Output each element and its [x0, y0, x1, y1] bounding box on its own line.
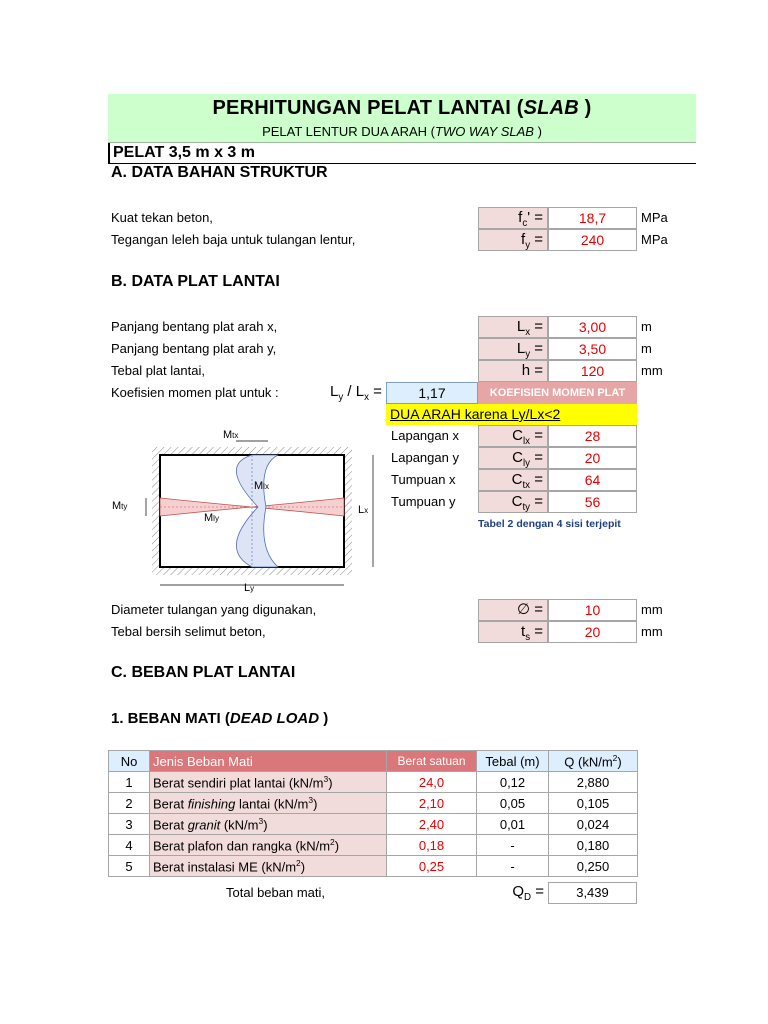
sym-sub: s — [525, 632, 531, 643]
koef-row-label: Tumpuan y — [391, 494, 456, 509]
section-b-title: B. DATA PLAT LANTAI — [111, 273, 280, 290]
jenis-sup: 3 — [258, 815, 264, 826]
row-value[interactable]: 120 — [548, 360, 637, 382]
subtitle-italic: TWO WAY SLAB — [434, 124, 534, 139]
koef-symbol — [478, 425, 548, 447]
row-value[interactable]: 18,7 — [548, 207, 637, 229]
row-label: Tebal plat lantai, — [111, 363, 205, 378]
total-symbol — [478, 882, 548, 904]
koef-row-label: Tumpuan x — [391, 472, 456, 487]
sym-sub: c — [522, 218, 528, 229]
koef-symbol — [478, 491, 548, 513]
koef-row-label: Lapangan y — [391, 450, 459, 465]
cell-jenis — [150, 814, 387, 835]
koef-sym-sub: lx — [523, 436, 531, 447]
sym-suffix: = — [530, 231, 543, 248]
jenis-end: ) — [334, 838, 340, 854]
table-row — [109, 856, 638, 877]
sym-suffix: = — [530, 623, 543, 640]
title-italic: SLAB — [523, 97, 579, 119]
header-q-text: Q (kN/m — [564, 754, 613, 770]
cell-q: 0,024 — [549, 814, 638, 835]
koef-row-label: Lapangan x — [391, 428, 459, 443]
row-unit: m — [641, 341, 652, 356]
row-unit: MPa — [641, 210, 668, 225]
row-label: Kuat tekan beton, — [111, 210, 213, 225]
slab-moment-diagram — [108, 425, 383, 595]
sym-suffix: = — [530, 362, 543, 379]
header-q-end: ) — [617, 754, 622, 770]
cell-jenis — [150, 856, 387, 877]
cell-q: 0,250 — [549, 856, 638, 877]
total-value: 3,439 — [548, 882, 637, 904]
row-symbol — [478, 360, 548, 382]
cell-no: 5 — [109, 856, 150, 877]
cell-tebal: - — [477, 856, 549, 877]
jenis-end: ) — [263, 817, 268, 833]
sym-main: t — [521, 623, 526, 640]
cell-berat[interactable]: 0,25 — [387, 856, 477, 877]
ratio-label — [330, 383, 382, 403]
jenis-end: ) — [313, 796, 318, 812]
jenis-sup: 2 — [330, 836, 335, 847]
mty-label: Mty — [112, 500, 128, 512]
row-symbol — [478, 229, 548, 251]
cell-no: 4 — [109, 835, 150, 856]
cell-q: 2,880 — [549, 772, 638, 793]
jenis-post: lantai (kN/m — [235, 796, 309, 812]
dead-load-italic: DEAD LOAD — [229, 710, 320, 727]
mlx-label: Mlx — [254, 480, 269, 492]
mtx-label: Mtx — [223, 429, 239, 441]
koef-sym-eq: = — [530, 427, 543, 444]
cell-berat[interactable]: 2,10 — [387, 793, 477, 814]
cell-berat[interactable]: 24,0 — [387, 772, 477, 793]
row-value[interactable]: 240 — [548, 229, 637, 251]
dead-load-main: 1. BEBAN MATI ( — [111, 710, 230, 727]
pelat-label: PELAT 3,5 m x 3 m — [108, 143, 309, 164]
title-text: PERHITUNGAN PELAT LANTAI ( — [212, 97, 524, 119]
jenis-pre: Berat plafon dan rangka (kN/m — [153, 838, 331, 854]
cell-jenis — [150, 793, 387, 814]
table-row — [109, 772, 638, 793]
total-sym-sub: D — [524, 892, 532, 903]
row-unit: MPa — [641, 232, 668, 247]
header-berat: Berat satuan — [387, 751, 477, 772]
sym-suffix: = — [530, 601, 543, 618]
ratio-ly-sub: y — [338, 392, 344, 403]
row-value[interactable]: 3,50 — [548, 338, 637, 360]
row-symbol — [478, 338, 548, 360]
cell-no: 3 — [109, 814, 150, 835]
row-label: Panjang bentang plat arah x, — [111, 319, 278, 334]
sym-main: L — [516, 318, 526, 335]
jenis-pre: Berat sendiri plat lantai (kN/m — [153, 775, 324, 791]
koef-label: Koefisien momen plat untuk : — [111, 385, 279, 400]
jenis-sup: 3 — [308, 794, 314, 805]
subtitle-text: PELAT LENTUR DUA ARAH ( — [262, 124, 435, 139]
sym-main: L — [516, 340, 526, 357]
ratio-lx-sub: x — [364, 392, 369, 403]
row-unit: m — [641, 319, 652, 334]
jenis-end: ) — [300, 859, 306, 875]
table-row — [109, 814, 638, 835]
cell-no: 2 — [109, 793, 150, 814]
subtitle-end: ) — [533, 124, 542, 139]
row-label: Tegangan leleh baja untuk tulangan lentur, — [111, 232, 356, 247]
koef-sym-sub: tx — [522, 480, 531, 491]
cell-tebal: 0,05 — [477, 793, 549, 814]
ratio-mid: / L — [343, 383, 365, 400]
cell-berat[interactable]: 0,18 — [387, 835, 477, 856]
sym-suffix: = — [530, 318, 543, 335]
title-banner — [108, 94, 696, 143]
jenis-pre: Berat instalasi ME (kN/m — [153, 859, 297, 875]
jenis-sup: 2 — [296, 857, 301, 868]
sym-suffix: ' = — [527, 209, 543, 226]
header-q — [549, 751, 638, 772]
sym-main: ∅ — [516, 601, 531, 618]
row-symbol — [478, 316, 548, 338]
cell-no: 1 — [109, 772, 150, 793]
row-symbol — [478, 207, 548, 229]
sym-main: f — [521, 231, 526, 248]
koef-banner: KOEFISIEN MOMEN PLAT — [478, 382, 637, 404]
ratio-ly: L — [330, 383, 339, 400]
dua-arah-note: DUA ARAH karena Ly/Lx<2 — [386, 404, 637, 425]
row-unit: mm — [641, 602, 663, 617]
pelat-underline — [304, 163, 696, 164]
row-unit: mm — [641, 624, 663, 639]
table-row — [109, 793, 638, 814]
cell-tebal: 0,01 — [477, 814, 549, 835]
jenis-sup: 3 — [323, 773, 329, 784]
koef-symbol — [478, 469, 548, 491]
dead-load-table — [108, 750, 638, 877]
dead-load-end: ) — [319, 710, 329, 727]
section-c-title: C. BEBAN PLAT LANTAI — [111, 664, 296, 681]
ratio-eq: = — [368, 383, 382, 400]
dead-load-body — [109, 772, 638, 877]
koef-value[interactable]: 64 — [548, 469, 637, 491]
jenis-end: ) — [328, 775, 333, 791]
row-value[interactable]: 10 — [548, 599, 637, 621]
tabel-note: Tabel 2 dengan 4 sisi terjepit — [478, 518, 621, 530]
cell-tebal: 0,12 — [477, 772, 549, 793]
title-end: ) — [578, 97, 592, 119]
koef-sym-eq: = — [530, 449, 543, 466]
ly-label: Ly — [244, 582, 255, 594]
koef-sym-sub: ly — [523, 458, 531, 469]
total-sym-eq: = — [531, 883, 544, 900]
table-row — [109, 835, 638, 856]
row-symbol — [478, 599, 548, 621]
koef-sym-eq: = — [530, 493, 543, 510]
row-label: Diameter tulangan yang digunakan, — [111, 602, 317, 617]
header-jenis: Jenis Beban Mati — [150, 751, 387, 772]
cell-q: 0,105 — [549, 793, 638, 814]
koef-sym-main: C — [512, 449, 524, 466]
cell-jenis — [150, 835, 387, 856]
koef-sym-eq: = — [530, 471, 543, 488]
dead-load-title — [111, 710, 328, 727]
koef-sym-main: C — [511, 493, 523, 510]
sym-sub: x — [525, 327, 531, 338]
row-symbol — [478, 621, 548, 643]
sym-main: h — [521, 362, 531, 379]
page-title — [108, 97, 696, 120]
jenis-ital: finishing — [187, 796, 236, 812]
ratio-value[interactable]: 1,17 — [386, 382, 478, 404]
sym-sub: y — [525, 349, 531, 360]
koef-value[interactable]: 20 — [548, 447, 637, 469]
jenis-pre: Berat — [153, 817, 188, 833]
section-a-title: A. DATA BAHAN STRUKTUR — [111, 164, 328, 181]
header-tebal: Tebal (m) — [477, 751, 549, 772]
sym-sub: y — [525, 240, 531, 251]
lx-label: Lx — [358, 504, 369, 516]
cell-berat[interactable]: 2,40 — [387, 814, 477, 835]
koef-sym-main: C — [512, 427, 524, 444]
row-value[interactable]: 3,00 — [548, 316, 637, 338]
total-sym-q: Q — [512, 883, 525, 900]
header-no: No — [109, 751, 150, 772]
jenis-post: (kN/m — [220, 817, 259, 833]
row-label: Panjang bentang plat arah y, — [111, 341, 277, 356]
koef-sym-sub: ty — [522, 502, 531, 513]
cell-tebal: - — [477, 835, 549, 856]
total-label: Total beban mati, — [226, 885, 326, 900]
row-label: Tebal bersih selimut beton, — [111, 624, 266, 639]
row-value[interactable]: 20 — [548, 621, 637, 643]
koef-value[interactable]: 56 — [548, 491, 637, 513]
sym-suffix: = — [530, 340, 543, 357]
jenis-ital: granit — [187, 817, 221, 833]
koef-sym-main: C — [511, 471, 523, 488]
header-q-sup: 2 — [612, 752, 618, 763]
mly-label: Mly — [204, 512, 219, 524]
jenis-pre: Berat — [153, 796, 188, 812]
sym-main: f — [518, 209, 523, 226]
cell-q: 0,180 — [549, 835, 638, 856]
page-subtitle — [108, 124, 696, 139]
table-header-row — [109, 751, 638, 772]
koef-symbol — [478, 447, 548, 469]
koef-value[interactable]: 28 — [548, 425, 637, 447]
cell-jenis — [150, 772, 387, 793]
row-unit: mm — [641, 363, 663, 378]
